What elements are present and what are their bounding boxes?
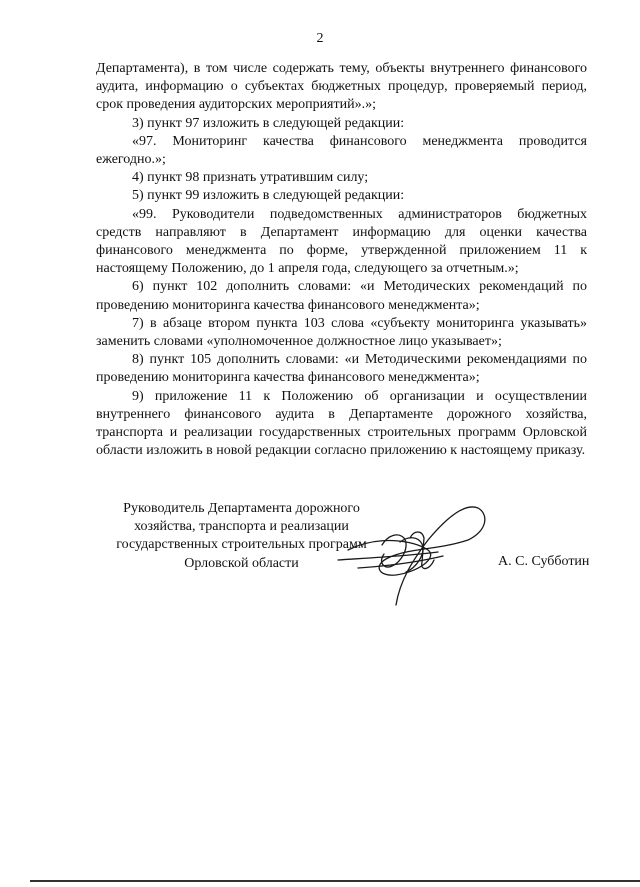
signer-position-line: государственных строительных программ — [116, 537, 367, 553]
signer-position-line: Руководитель Департамента дорожного — [123, 501, 360, 516]
paragraph-quote-97: «97. Мониторинг качества финансового менеджмента проводится ежегодно.»; — [96, 133, 587, 168]
handwritten-signature — [318, 480, 498, 610]
paragraph-item-4: 4) пункт 98 признать утратившим силу; — [132, 170, 369, 186]
paragraph-quote-99: «99. Руководители подведомственных администраторов бюджетных средств направляют в Департамент информацию для оценки качества финансового менеджмента по форме, утвержденной приложением 11 к настоящему Положению, до 1 апреля года, следующего за отчетным.»; — [96, 206, 587, 277]
page-number: 2 — [316, 31, 324, 46]
signer-name: А. С. Субботин — [498, 554, 590, 569]
document-body — [96, 60, 587, 460]
paragraph-item-5: 5) пункт 99 изложить в следующей редакции: — [132, 188, 405, 204]
signer-position-line: хозяйства, транспорта и реализации — [134, 519, 349, 535]
paragraph-item-7: 7) в абзаце втором пункта 103 слова «субъекту мониторинга указывать» заменить словами «уполномоченное должностное лицо указывает»; — [96, 315, 587, 350]
paragraph-item-9: 9) приложение 11 к Положению об организации и осуществлении внутреннего финансового аудита в Департаменте дорожного хозяйства, транспорта и реализации государственных строительных программ Орловской области изложить в новой редакции согласно приложению к настоящему приказу. — [96, 388, 587, 459]
paragraph-continuation: Департамента), в том числе содержать тему, объекты внутреннего финансового аудита, информацию о субъектах бюджетных процедур, проверяемый период, срок проведения аудиторских мероприятий».»; — [96, 61, 587, 113]
paragraph-item-8: 8) пункт 105 дополнить словами: «и Методическими рекомендациями по проведению мониторинга качества финансового менеджмента»; — [96, 352, 587, 386]
paragraph-item-6: 6) пункт 102 дополнить словами: «и Методических рекомендаций по проведению мониторинга качества финансового менеджмента»; — [96, 279, 587, 313]
paragraph-item-3: 3) пункт 97 изложить в следующей редакции: — [132, 115, 405, 131]
bottom-divider — [30, 880, 640, 882]
signer-position-line: Орловской области — [184, 555, 299, 571]
